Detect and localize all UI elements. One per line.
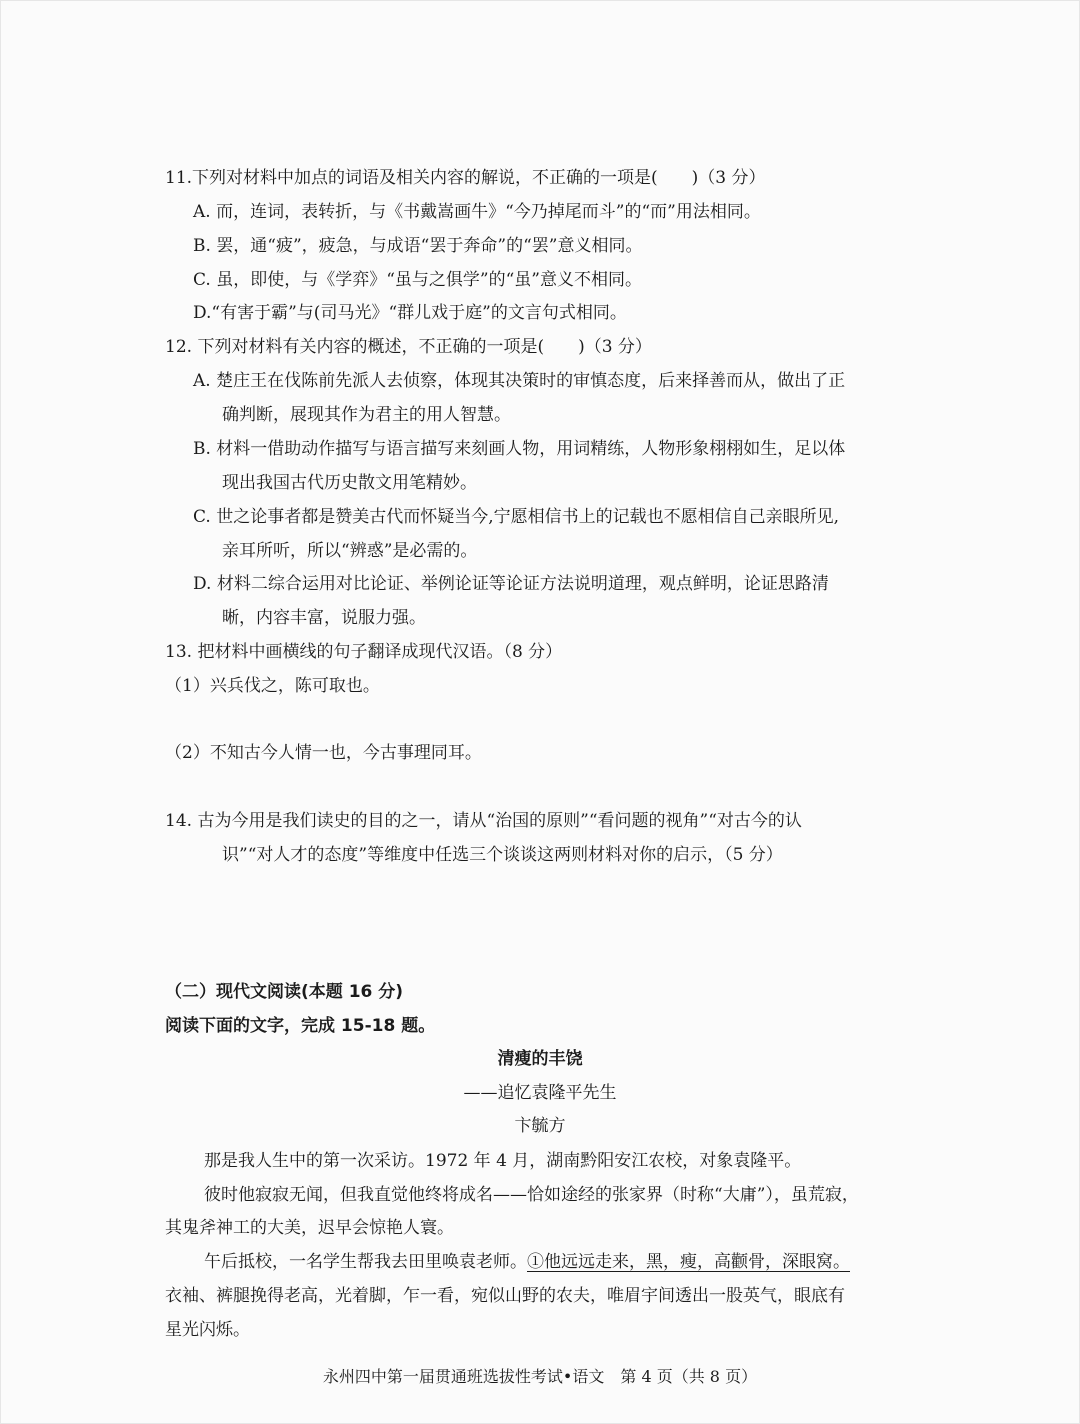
article-paragraph-2-line1: 彼时他寂寂无闻，但我直觉他终将成名——恰如途经的张家界（时称“大庸”），虽荒寂， [204,1185,859,1205]
q12-stem: 12. 下列对材料有关内容的概述，不正确的一项是( )（3 分） [165,337,652,357]
underlined-sentence-1: ①他远远走来，黑，瘦，高颧骨，深眼窝。 [527,1252,850,1272]
q12-option-a-line1: A. 楚庄王在伐陈前先派人去侦察，体现其决策时的审慎态度，后来择善而从，做出了正 [193,371,846,391]
article-title: 清瘦的丰饶 [497,1049,583,1069]
q12-option-a-line2: 确判断，展现其作为君主的用人智慧。 [222,405,511,425]
q12-option-b-line2: 现出我国古代历史散文用笔精妙。 [222,473,477,493]
article-paragraph-2-line2: 其鬼斧神工的大美，迟早会惊艳人寰。 [165,1218,454,1238]
section-heading: （二）现代文阅读(本题 16 分) [165,982,404,1002]
q12-option-c-line1: C. 世之论事者都是赞美古代而怀疑当今,宁愿相信书上的记载也不愿相信自己亲眼所见, [193,507,840,527]
q11-option-c: C. 虽，即使，与《学弈》“虽与之俱学”的“虽”意义不相同。 [193,270,642,290]
q14-line2: 识”“对人才的态度”等维度中任选三个谈谈这两则材料对你的启示，（5 分） [222,845,783,865]
article-paragraph-3-line2: 衣袖、裤腿挽得老高，光着脚，乍一看，宛似山野的农夫，唯眉宇间透出一股英气，眼底有 [165,1286,845,1306]
article-paragraph-1: 那是我人生中的第一次采访。1972 年 4 月，湖南黔阳安江农校，对象袁隆平。 [204,1151,802,1171]
q13-sentence-1: （1）兴兵伐之，陈可取也。 [165,676,380,696]
q12-option-d-line1: D. 材料二综合运用对比论证、举例论证等论证方法说明道理，观点鲜明，论证思路清 [193,574,829,594]
article-paragraph-3-line3: 星光闪烁。 [165,1320,250,1340]
page-footer: 永州四中第一届贯通班选拔性考试•语文 第 4 页（共 8 页） [322,1367,758,1386]
q12-option-b-line1: B. 材料一借助动作描写与语言描写来刻画人物，用词精练，人物形象栩栩如生，足以体 [193,439,846,459]
paragraph-3-plain-text: 午后抵校，一名学生帮我去田里唤袁老师。 [204,1252,527,1272]
q11-option-a: A. 而，连词，表转折，与《书戴嵩画牛》“今乃掉尾而斗”的“而”用法相同。 [193,202,761,222]
article-paragraph-3-line1 [204,1252,850,1272]
q11-option-b: B. 罢，通“疲”，疲急，与成语“罢于奔命”的“罢”意义相同。 [193,236,643,256]
article-author: 卞毓方 [514,1116,566,1136]
q11-option-d: D.“有害于霸”与(司马光》“群儿戏于庭”的文言句式相同。 [193,303,627,323]
section-instruction: 阅读下面的文字，完成 15-18 题。 [165,1016,436,1036]
q13-sentence-2: （2）不知古今人情一也，今古事理同耳。 [165,743,482,763]
q14-line1: 14. 古为今用是我们读史的目的之一，请从“治国的原则”“看问题的视角”“对古今的认 [165,811,802,831]
article-subtitle: ——追忆袁隆平先生 [463,1083,617,1103]
q12-option-c-line2: 亲耳所听，所以“辨惑”是必需的。 [222,541,478,561]
q13-stem: 13. 把材料中画横线的句子翻译成现代汉语。（8 分） [165,642,563,662]
q12-option-d-line2: 晰，内容丰富，说服力强。 [222,608,426,628]
q11-stem: 11.下列对材料中加点的词语及相关内容的解说，不正确的一项是( )（3 分） [165,168,766,188]
